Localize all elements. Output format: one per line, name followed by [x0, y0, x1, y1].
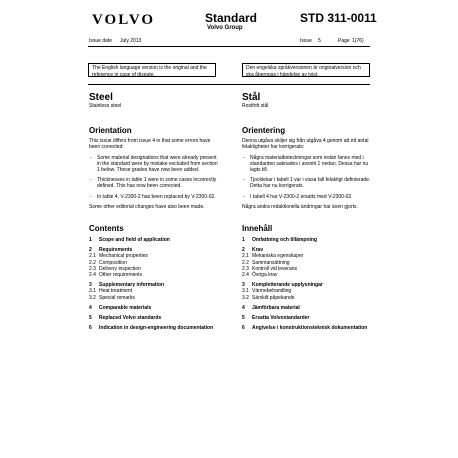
toc-entry[interactable]: [89, 305, 229, 311]
toc-entry-title: Heat treatment: [99, 288, 133, 295]
toc-entry-title: Indication in design-engineering documentation: [99, 325, 214, 332]
change-item: - Tjocklekar i tabell 1 var i vissa fall felaktigt definierade. Detta har nu korrigerats.: [242, 177, 374, 189]
toc-entry-title: Requirements: [99, 247, 133, 254]
toc-entry-title: Värmebehandling: [252, 288, 292, 295]
toc-entry-number: 3.2: [242, 294, 249, 301]
swedish-column: [242, 92, 382, 337]
table-of-contents-sv: [242, 237, 382, 337]
toc-entry-number: 3.1: [89, 288, 96, 295]
toc-entry-title: Sammansättning: [252, 259, 290, 266]
table-of-contents: [89, 237, 229, 337]
volvo-logo: VOLVO: [92, 12, 156, 28]
toc-entry-title: Scope and field of application: [99, 237, 170, 244]
toc-entry-title: Special remarks: [99, 294, 135, 301]
toc-entry[interactable]: [242, 315, 382, 321]
toc-entry-number: 2.2: [242, 259, 249, 266]
orientation-change-list: [89, 155, 229, 200]
toc-entry[interactable]: [89, 272, 229, 278]
orientation-outro-sv: Några andra redaktionella ändringar har även gjorts.: [242, 203, 358, 210]
toc-entry-number: 5: [89, 314, 92, 321]
toc-entry-number: 2.1: [89, 253, 96, 260]
toc-entry-title: Särskilt påpekande: [252, 294, 295, 301]
toc-entry-title: Kompletterande upplysningar: [252, 282, 323, 289]
toc-entry-number: 5: [242, 314, 245, 321]
document-title: Steel: [89, 92, 113, 103]
toc-entry[interactable]: [242, 305, 382, 311]
toc-entry-number: 1: [89, 237, 92, 244]
toc-entry-number: 3.1: [242, 288, 249, 295]
toc-entry-title: Replaced Volvo standards: [99, 314, 162, 321]
toc-entry[interactable]: [242, 237, 382, 243]
orientation-intro-sv: Denna utgåva skiljer sig från utgåva 4 genom att ett antal felaktigheter har korrigerats:: [242, 138, 369, 151]
toc-entry-number: 2.3: [242, 265, 249, 272]
toc-entry-title: Kontroll vid leverans: [252, 265, 298, 272]
orientation-change-list-sv: [242, 155, 382, 200]
toc-entry-title: Other requirements: [99, 271, 143, 278]
toc-entry[interactable]: [89, 237, 229, 243]
toc-entry-title: Ersatta Volvostandarder: [252, 314, 310, 321]
toc-entry-title: Composition: [99, 259, 127, 266]
english-column: [89, 92, 229, 337]
toc-entry-number: 3: [242, 282, 245, 289]
change-item: - Några materialbeteckningar som redan fanns med i standarden saknades i avsnitt 1 nedan. Dessa har nu lagts till.: [242, 155, 374, 174]
toc-entry-number: 2.4: [89, 271, 96, 278]
issue-label: Issue: [300, 38, 312, 44]
issue-date-label: Issue date: [89, 38, 113, 44]
issue-date: July 2013: [120, 38, 142, 44]
toc-entry-number: 2.1: [242, 253, 249, 260]
toc-entry-title: Angivelse i konstruktionsteknisk dokumentation: [252, 325, 368, 332]
toc-entry-title: Övriga krav: [252, 271, 278, 278]
document-subtitle: Stainless steel: [89, 103, 122, 109]
contents-heading: Contents: [89, 224, 124, 234]
language-note-sv: Den engelska språkversionen är originalversion och ska åberopas i händelse av tvist.: [242, 63, 370, 77]
toc-entry-title: Omfattning och tillämpning: [252, 237, 317, 244]
toc-entry-number: 4: [242, 304, 245, 311]
toc-entry-number: 2: [89, 247, 92, 254]
document-title-sv: Stål: [242, 92, 261, 103]
change-item: - I tabell 4 har V-2300-2 ersatts med V-2300-02.: [242, 194, 374, 200]
change-item: - Some material designations that were already present in the standard were by mistake excluded from section 1 below. These grades have now been added.: [89, 155, 221, 174]
toc-entry-number: 2.2: [89, 259, 96, 266]
orientation-heading-sv: Orientering: [242, 126, 286, 136]
toc-entry-number: 3.2: [89, 294, 96, 301]
toc-entry[interactable]: [242, 272, 382, 278]
header-divider: [88, 46, 370, 47]
issue-number: 5: [318, 38, 321, 44]
orientation-outro: Some other editorial changes have also been made.: [89, 203, 205, 210]
toc-entry[interactable]: [242, 295, 382, 301]
change-item: - In table 4, V-2300-2 has been replaced by V-2300-02.: [89, 194, 221, 200]
document-owner: Volvo Group: [207, 25, 243, 31]
standard-number: STD 311-0011: [300, 11, 377, 25]
toc-entry-number: 6: [89, 325, 92, 332]
page-number: 1(76): [352, 38, 364, 44]
toc-entry-title: Supplementary information: [99, 282, 165, 289]
toc-entry-title: Delivery inspection: [99, 265, 141, 272]
toc-entry[interactable]: [242, 325, 382, 337]
document-type: Standard: [205, 11, 258, 25]
toc-entry-title: Krav: [252, 247, 264, 254]
toc-entry-title: Jämförbara material: [252, 304, 300, 311]
toc-entry-number: 2.3: [89, 265, 96, 272]
toc-entry-title: Mekaniska egenskaper: [252, 253, 304, 260]
toc-entry[interactable]: [89, 325, 229, 337]
change-item: - Thicknesses in table 1 were in some cases incorrectly defined. This has now been corrected.: [89, 177, 221, 189]
toc-entry[interactable]: [89, 295, 229, 301]
language-note-en: The English language version is the original and the reference in case of dispute.: [88, 63, 216, 77]
notes-divider: [88, 84, 370, 85]
orientation-heading: Orientation: [89, 126, 132, 136]
toc-entry-number: 1: [242, 237, 245, 244]
toc-entry[interactable]: [89, 315, 229, 321]
toc-entry-title: Comparable materials: [99, 304, 152, 311]
page-label: Page: [338, 38, 350, 44]
toc-entry-number: 2: [242, 247, 245, 254]
toc-entry-title: Mechanical properties: [99, 253, 148, 260]
document-subtitle-sv: Rostfritt stål: [242, 103, 269, 109]
toc-entry-number: 4: [89, 304, 92, 311]
orientation-intro: This issue differs from issue 4 in that some errors have been corrected:: [89, 138, 211, 151]
contents-heading-sv: Innehåll: [242, 224, 273, 234]
toc-entry-number: 6: [242, 325, 245, 332]
toc-entry-number: 3: [89, 282, 92, 289]
toc-entry-number: 2.4: [242, 271, 249, 278]
